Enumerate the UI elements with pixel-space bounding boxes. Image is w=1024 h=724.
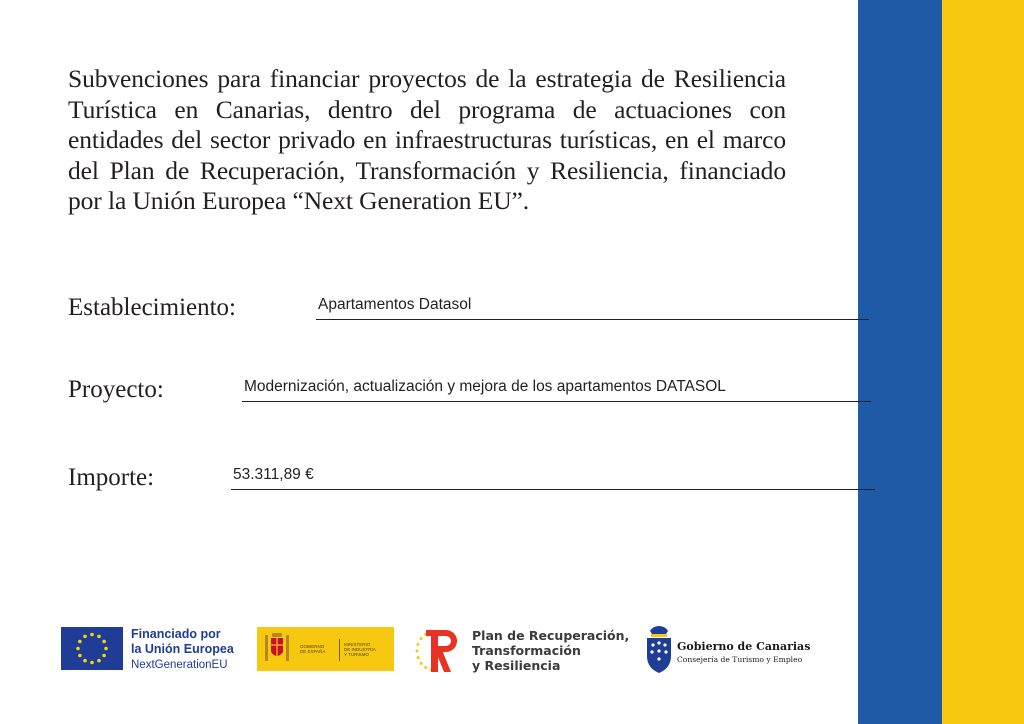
yellow-stripe: [942, 0, 1024, 724]
field-label: Establecimiento:: [68, 294, 237, 321]
eu-logo-line1: Financiado por: [131, 627, 221, 641]
field-value: Apartamentos Datasol: [318, 296, 472, 313]
eu-logo-line2: la Unión Europea: [131, 642, 234, 656]
coat-of-arms-icon: [263, 632, 291, 666]
field-label: Proyecto:: [68, 376, 164, 403]
blue-stripe: [858, 0, 942, 724]
field-underline: [242, 401, 871, 402]
intro-paragraph: Subvenciones para financiar proyectos de la estrategia de Resiliencia Turística en Canarias, dentro del programa de actuaciones con entidades del sector privado en infraestructuras turísticas, en el marco del Plan de Recuperación, Transformación y Resiliencia, financiado por la Unión Europea “Next Generation EU”.: [68, 64, 786, 216]
field-underline: [231, 489, 875, 490]
prtr-line3: y Resiliencia: [472, 658, 561, 673]
gobierno-espana-text: GOBIERNO DE ESPAÑA: [300, 644, 326, 654]
field-underline: [316, 319, 869, 320]
gobierno-canarias-logo: [644, 625, 814, 675]
logo-divider: [339, 639, 340, 661]
prtr-line2: Transformación: [472, 643, 581, 658]
eu-flag-icon: [61, 627, 123, 670]
prtr-symbol-icon: [414, 626, 468, 676]
eu-logo-line3: NextGenerationEU: [131, 659, 228, 671]
plan-recuperacion-logo: [414, 626, 634, 676]
eu-funding-logo: [61, 627, 251, 675]
field-importe: [68, 452, 813, 492]
field-value: Modernización, actualización y mejora de los apartamentos DATASOL: [244, 378, 726, 395]
gobierno-espana-logo: [257, 627, 394, 671]
prtr-line1: Plan de Recuperación,: [472, 628, 630, 643]
canarias-shield-icon: [644, 625, 674, 675]
canarias-title: Gobierno de Canarias: [677, 640, 811, 653]
field-establecimiento: [68, 282, 808, 322]
field-value: 53.311,89 €: [233, 466, 314, 483]
canarias-subtitle: Consejería de Turismo y Empleo: [677, 655, 803, 664]
field-label: Importe:: [68, 464, 155, 491]
ministerio-text: MINISTERIO DE INDUSTRIA Y TURISMO: [344, 642, 376, 657]
field-proyecto: [68, 364, 808, 404]
